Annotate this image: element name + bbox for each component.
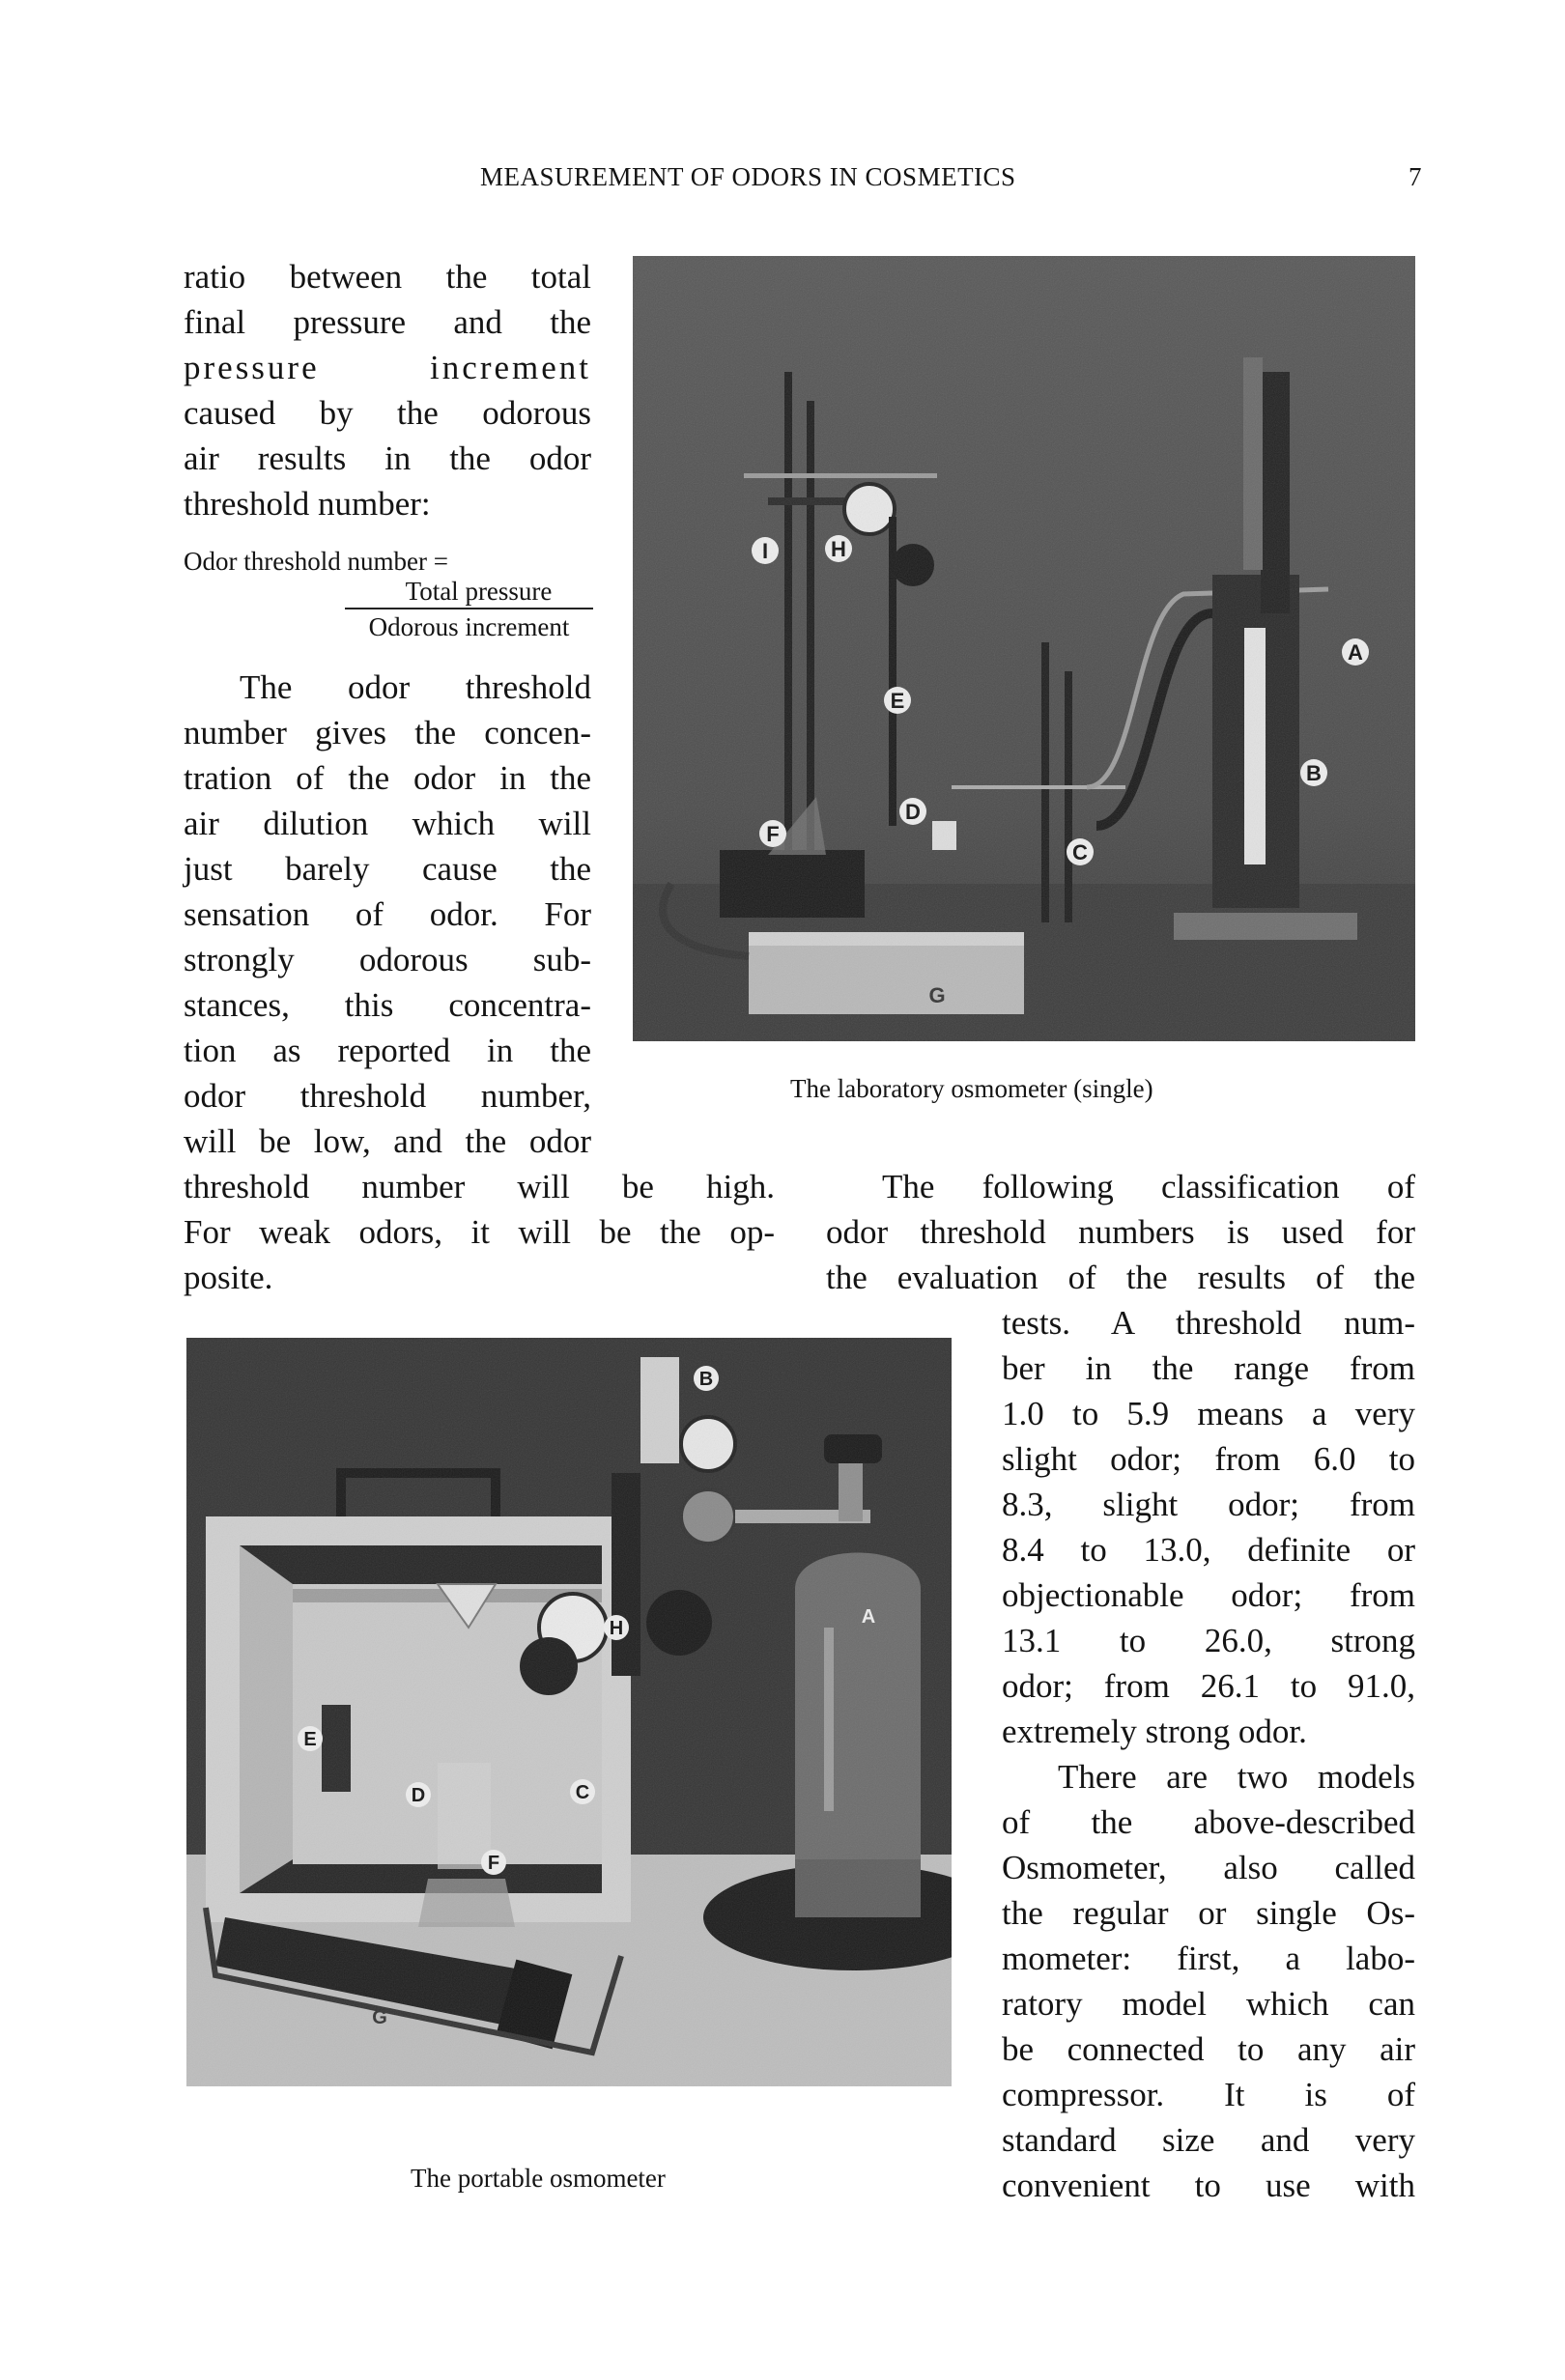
text-line: will be low, and the odor (184, 1122, 591, 1160)
portable-osmometer-photo (186, 1338, 952, 2086)
text-line: tion as reported in the (184, 1032, 591, 1069)
text-line: ratio between the total (184, 258, 591, 296)
page-number: 7 (1408, 162, 1422, 191)
text-line: There are two models (1058, 1758, 1415, 1796)
text-line: slight odor; from 6.0 to (1002, 1440, 1415, 1478)
text-line: 8.4 to 13.0, definite or (1002, 1531, 1415, 1569)
text-line: tration of the odor in the (184, 759, 591, 797)
text-line: threshold number: (184, 485, 431, 523)
formula-lhs: Odor threshold number = (184, 547, 448, 576)
text-line: The following classification of (882, 1168, 1415, 1205)
text-line: mometer: first, a labo- (1002, 1940, 1415, 1977)
text-line: odor threshold number, (184, 1077, 591, 1115)
figure-caption-portable: The portable osmometer (411, 2164, 666, 2193)
text-line: extremely strong odor. (1002, 1713, 1307, 1750)
text-line: stances, this concentra- (184, 986, 591, 1024)
text-line: caused by the odorous (184, 394, 591, 432)
text-line: ber in the range from (1002, 1349, 1415, 1387)
text-line: number gives the concen- (184, 714, 591, 751)
text-line: tests. A threshold num- (1002, 1304, 1415, 1342)
text-line: the evaluation of the results of the (826, 1259, 1415, 1296)
text-line: ratory model which can (1002, 1985, 1415, 2023)
text-line: be connected to any air (1002, 2030, 1415, 2068)
laboratory-osmometer-photo (633, 256, 1415, 1041)
text-line: of the above-described (1002, 1803, 1415, 1841)
text-line: strongly odorous sub- (184, 941, 591, 978)
text-line: 13.1 to 26.0, strong (1002, 1622, 1415, 1659)
formula-denominator: Odorous increment (368, 612, 570, 641)
fraction-bar (345, 608, 593, 609)
text-line: The odor threshold (240, 668, 591, 706)
text-line: pressure increment (184, 349, 591, 386)
formula-fraction (345, 576, 593, 642)
text-line: objectionable odor; from (1002, 1576, 1415, 1614)
text-line: the regular or single Os- (1002, 1894, 1415, 1932)
text-line: 1.0 to 5.9 means a very (1002, 1395, 1415, 1432)
text-line: Osmometer, also called (1002, 1849, 1415, 1886)
text-line: air results in the odor (184, 439, 591, 477)
text-line: compressor. It is of (1002, 2076, 1415, 2113)
text-line: convenient to use with (1002, 2167, 1415, 2204)
running-title: MEASUREMENT OF ODORS IN COSMETICS (480, 162, 1016, 191)
formula-numerator: Total pressure (405, 577, 553, 606)
running-head (0, 155, 1565, 197)
text-line: odor; from 26.1 to 91.0, (1002, 1667, 1415, 1705)
text-line: standard size and very (1002, 2121, 1415, 2159)
figure-caption-laboratory: The laboratory osmometer (single) (790, 1074, 1153, 1103)
text-line: For weak odors, it will be the op- (184, 1213, 775, 1251)
text-line: final pressure and the (184, 303, 591, 341)
text-line: 8.3, slight odor; from (1002, 1486, 1415, 1523)
text-line: just barely cause the (184, 850, 591, 888)
text-line: threshold number will be high. (184, 1168, 775, 1205)
text-line: sensation of odor. For (184, 895, 591, 933)
text-line: posite. (184, 1259, 273, 1296)
text-line: odor threshold numbers is used for (826, 1213, 1415, 1251)
text-line: air dilution which will (184, 805, 591, 842)
